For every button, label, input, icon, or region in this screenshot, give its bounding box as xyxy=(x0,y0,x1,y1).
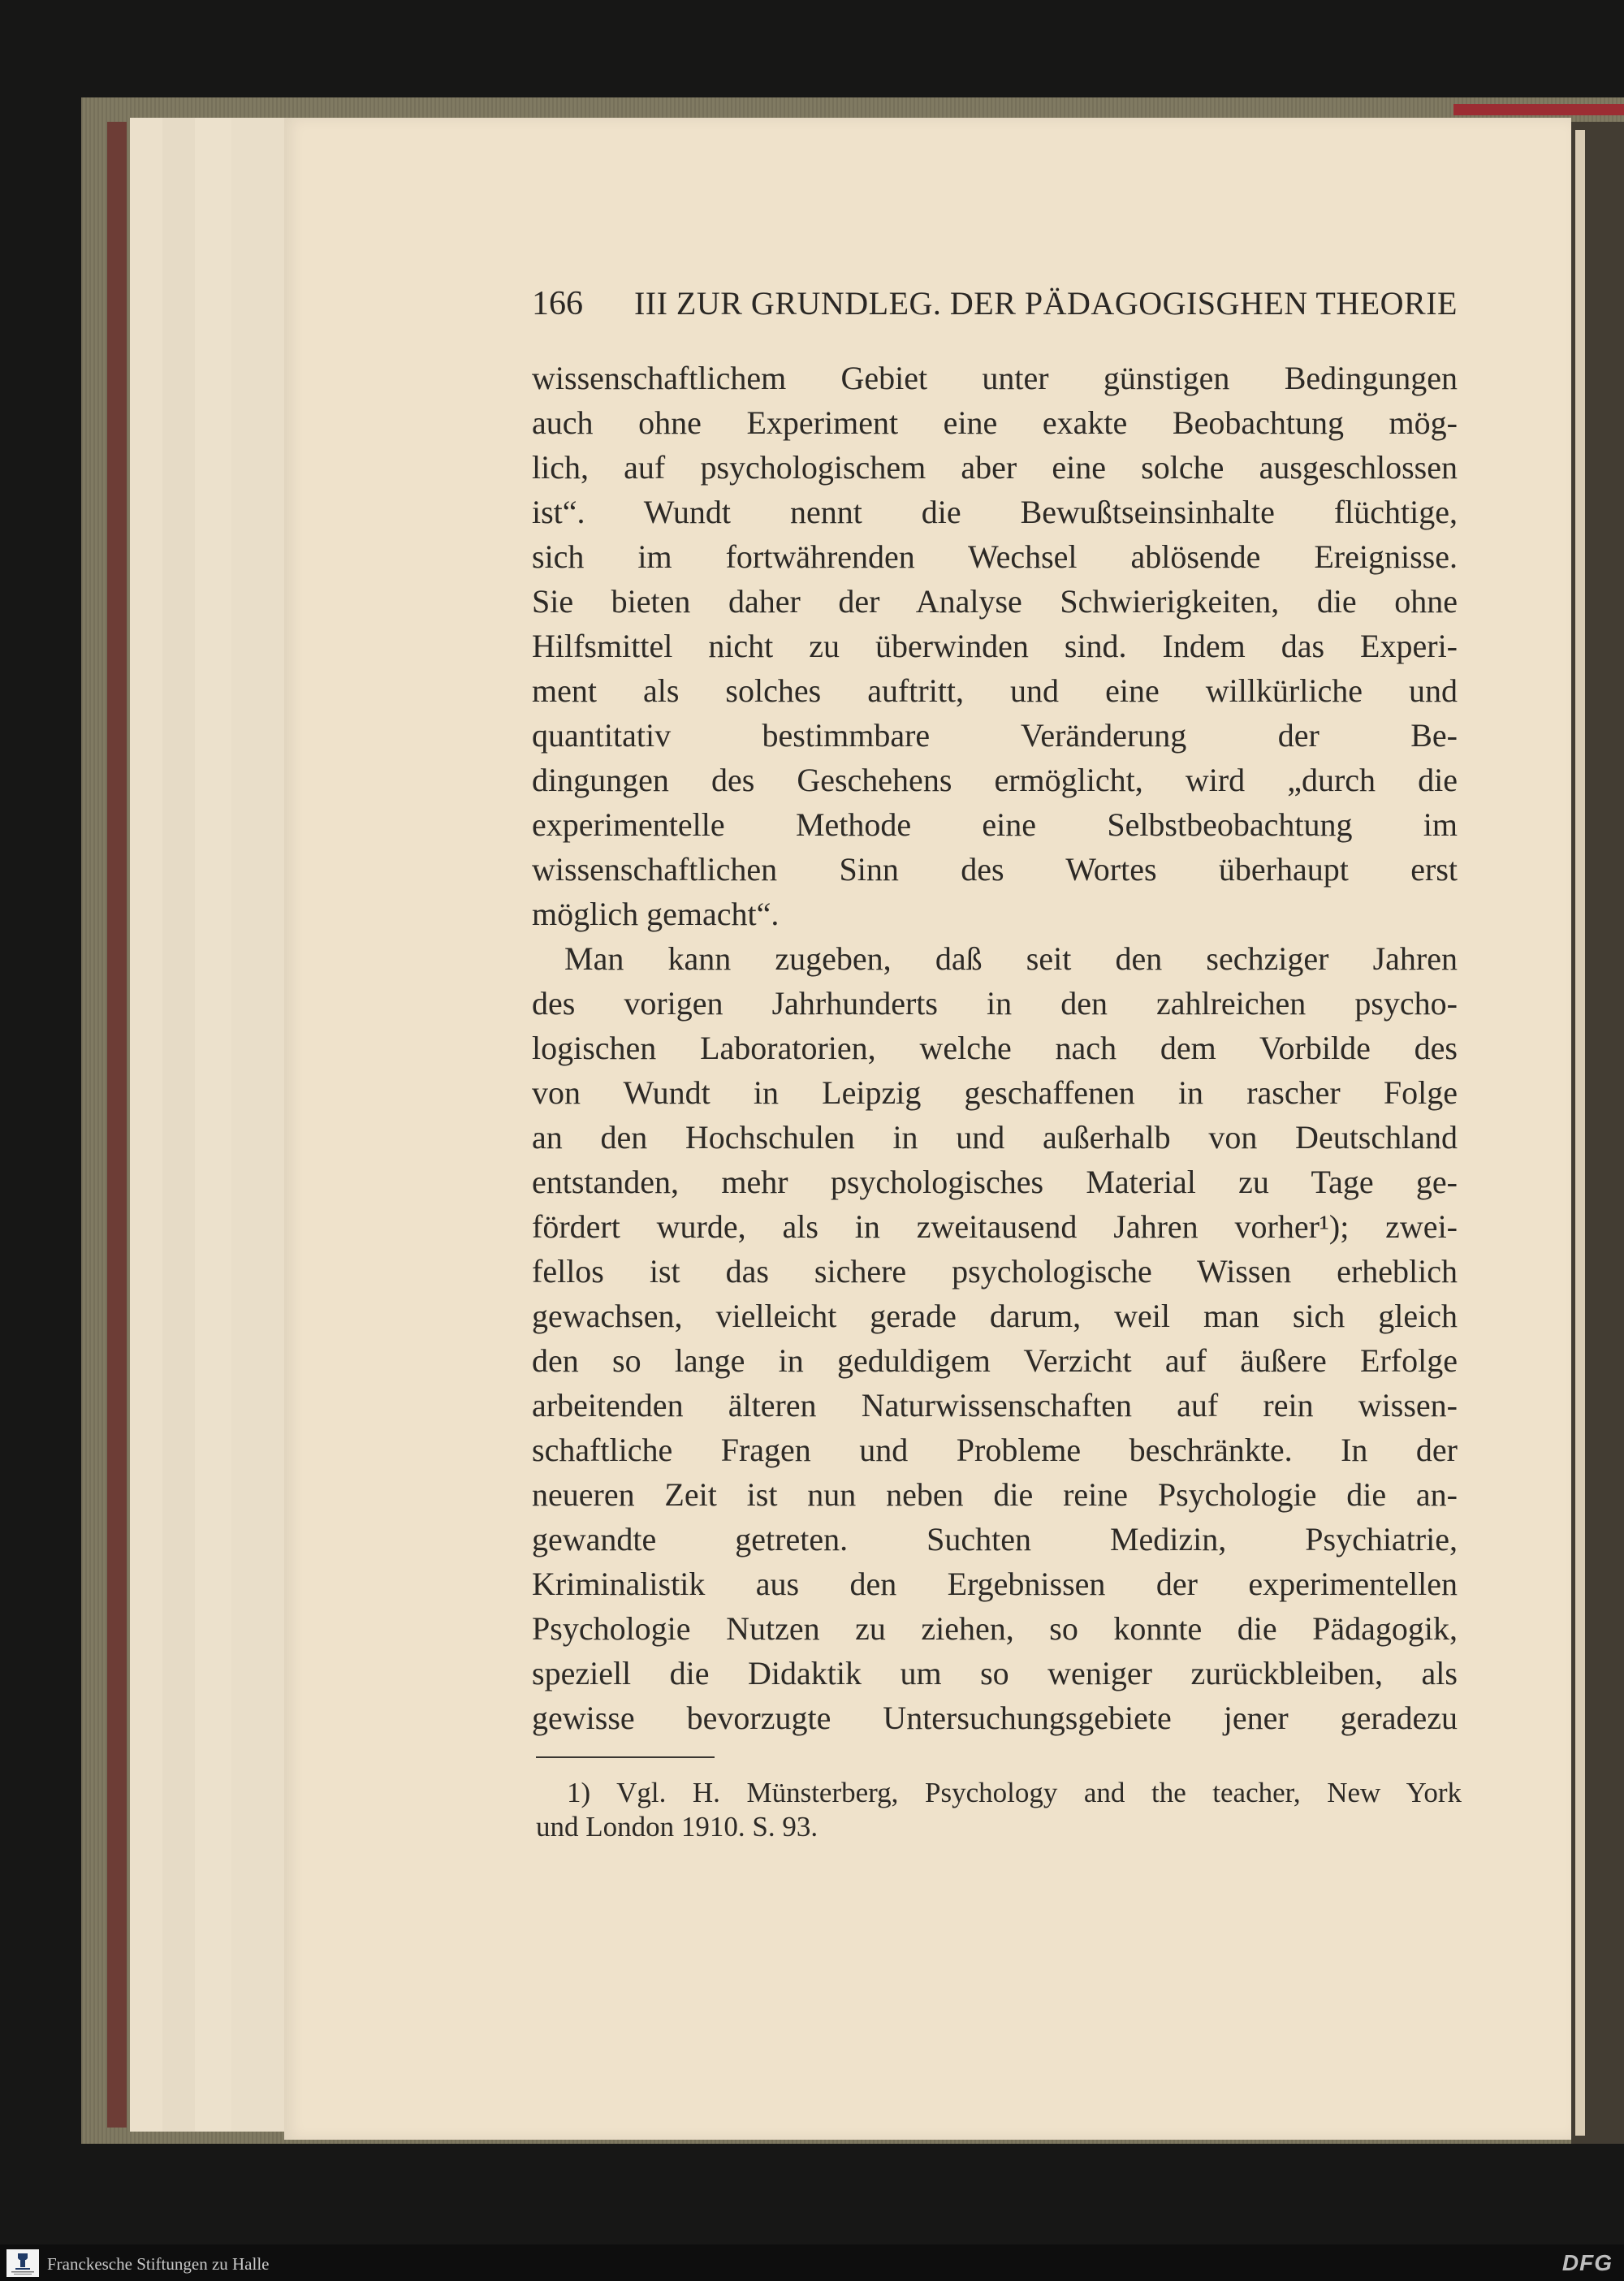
text-line: Sie bieten daher der Analyse Schwierigkeiten, die ohne xyxy=(532,583,1458,620)
text-line: ist“. Wundt nennt die Bewußtseinsinhalte flüchtige, xyxy=(532,494,1458,530)
text-line: dingungen des Geschehens ermöglicht, wird „durch die xyxy=(532,762,1458,798)
text-line: fellos ist das sichere psychologische Wissen erheblich xyxy=(532,1253,1458,1290)
bookmark-ribbon xyxy=(1453,104,1624,115)
text-line: möglich gemacht“. xyxy=(532,896,780,932)
text-line: Hilfsmittel nicht zu überwinden sind. Indem das Experi- xyxy=(532,628,1458,664)
text-line: des vorigen Jahrhunderts in den zahlreichen psycho- xyxy=(532,985,1458,1022)
text-line: Kriminalistik aus den Ergebnissen der experimentellen xyxy=(532,1566,1458,1602)
text-line: quantitativ bestimmbare Veränderung der Be- xyxy=(532,717,1458,754)
text-line: speziell die Didaktik um so weniger zurückbleiben, als xyxy=(532,1655,1458,1691)
text-line: ment als solches auftritt, und eine willkürliche und xyxy=(532,672,1458,709)
text-line: den so lange in geduldigem Verzicht auf äußere Erfolge xyxy=(532,1342,1458,1379)
text-line: experimentelle Methode eine Selbstbeobachtung im xyxy=(532,806,1458,843)
footnote xyxy=(536,1776,1462,1844)
body-text xyxy=(532,356,1458,1740)
text-line: von Wundt in Leipzig geschaffenen in rascher Folge xyxy=(532,1074,1458,1111)
text-line: gewachsen, vielleicht gerade darum, weil man sich gleich xyxy=(532,1298,1458,1334)
text-line: auch ohne Experiment eine exakte Beobachtung mög- xyxy=(532,404,1458,441)
page-number: 166 xyxy=(532,285,583,322)
text-line: logischen Laboratorien, welche nach dem Vorbilde des xyxy=(532,1030,1458,1066)
running-header xyxy=(532,284,1458,325)
text-line: sich im fortwährenden Wechsel ablösende Ereignisse. xyxy=(532,538,1458,575)
text-line: wissenschaftlichen Sinn des Wortes überhaupt erst xyxy=(532,851,1458,888)
institution-name: Franckesche Stiftungen zu Halle xyxy=(47,2254,270,2274)
dfg-logo: DFG xyxy=(1561,2250,1613,2275)
page-edge xyxy=(1575,130,1585,2136)
footnote-line: und London 1910. S. 93. xyxy=(536,1811,818,1843)
book-spine-strip xyxy=(107,122,127,2128)
text-line: gewandte getreten. Suchten Medizin, Psychiatrie, xyxy=(532,1521,1458,1557)
footnote-rule xyxy=(536,1756,715,1758)
text-line: Man kann zugeben, daß seit den sechziger Jahren xyxy=(564,940,1458,977)
viewer-footer-bar xyxy=(0,2244,1624,2281)
text-line: Psychologie Nutzen zu ziehen, so konnte die Pädagogik, xyxy=(532,1610,1458,1647)
text-line: entstanden, mehr psychologisches Material zu Tage ge- xyxy=(532,1164,1458,1200)
text-line: lich, auf psychologischem aber eine solche ausgeschlossen xyxy=(532,449,1458,486)
running-title: III ZUR GRUNDLEG. DER PÄDAGOGISGHEN THEORIE xyxy=(633,285,1458,322)
text-line: arbeitenden älteren Naturwissenschaften auf rein wissen- xyxy=(532,1387,1458,1423)
crest-icon xyxy=(6,2249,39,2277)
text-line: neueren Zeit ist nun neben die reine Psychologie die an- xyxy=(532,1476,1458,1513)
text-line: wissenschaftlichem Gebiet unter günstigen Bedingungen xyxy=(532,360,1458,396)
text-line: gewisse bevorzugte Untersuchungsgebiete jener geradezu xyxy=(532,1700,1458,1736)
text-line: schaftliche Fragen und Probleme beschränkte. In der xyxy=(532,1432,1458,1468)
text-line: fördert wurde, als in zweitausend Jahren vorher¹); zwei- xyxy=(532,1208,1458,1245)
text-line: an den Hochschulen in und außerhalb von Deutschland xyxy=(532,1119,1458,1156)
footnote-line: 1) Vgl. H. Münsterberg, Psychology and the teacher, New York xyxy=(567,1777,1462,1808)
